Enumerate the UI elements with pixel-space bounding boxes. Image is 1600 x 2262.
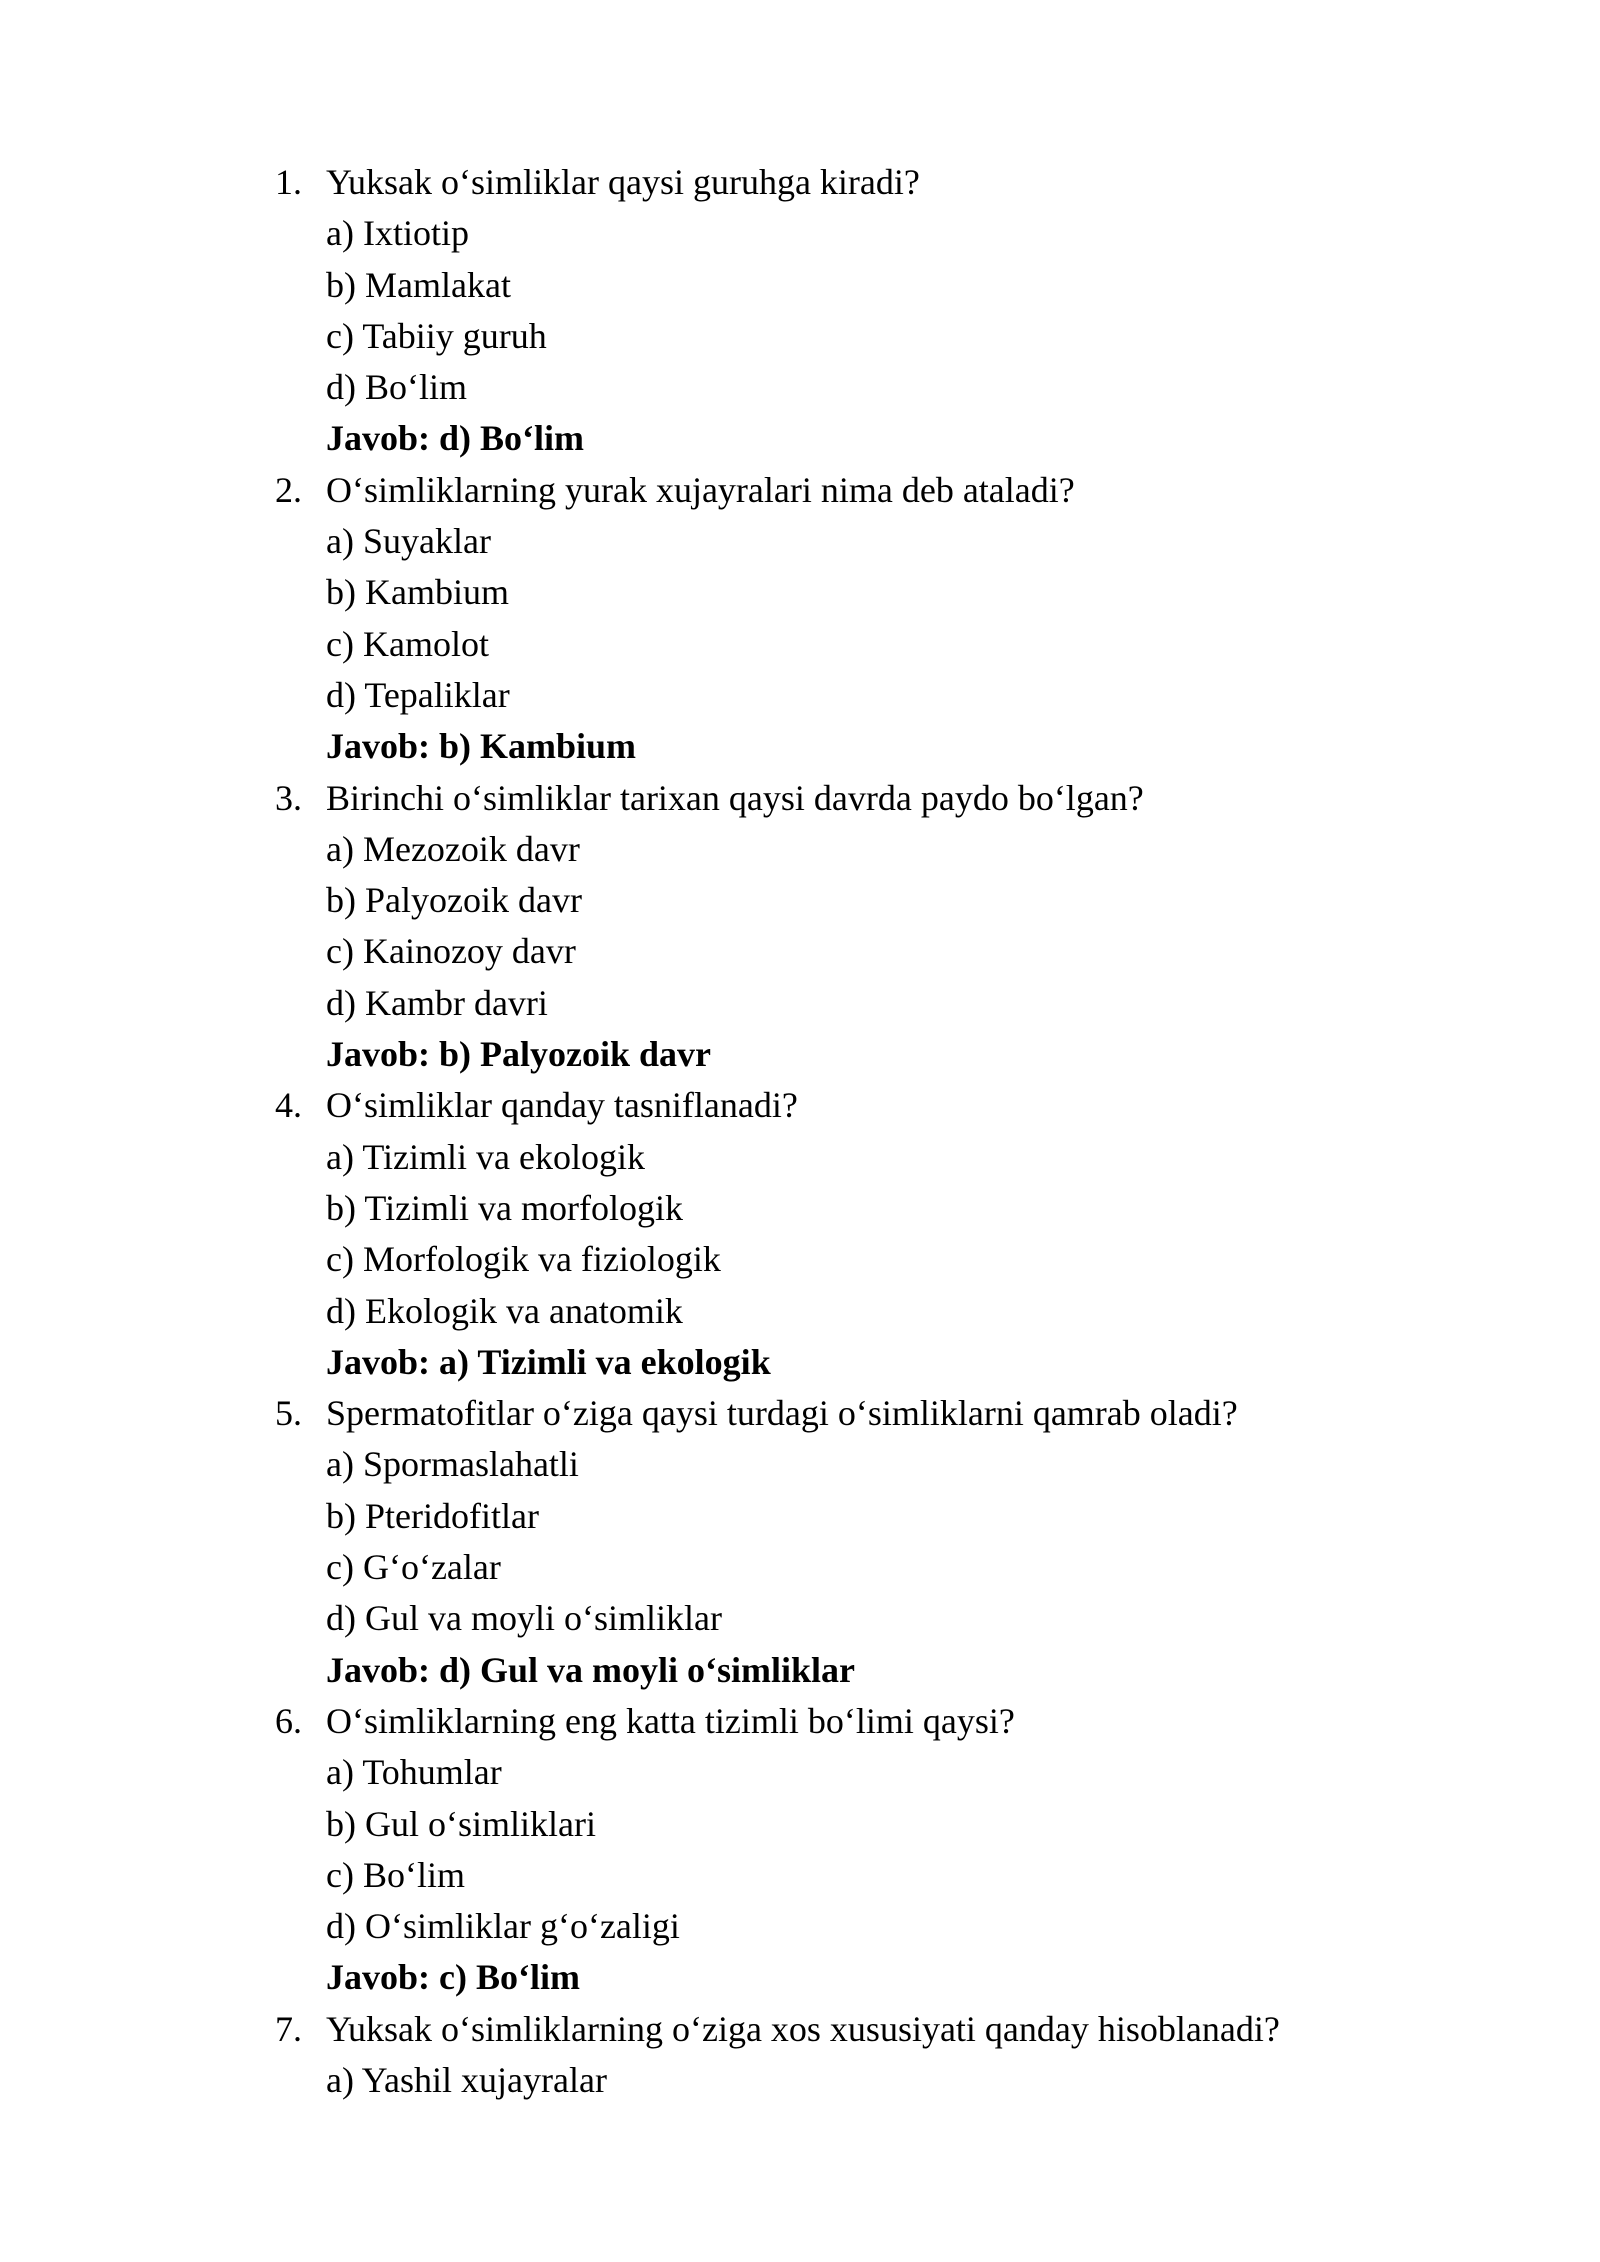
question-item: [275, 1696, 1375, 2004]
option-b: b) Pteridofitlar: [326, 1495, 539, 1536]
option-b: b) Gul o‘simliklari: [326, 1803, 596, 1844]
answer-line: Javob: b) Palyozoik davr: [326, 1034, 712, 1075]
question-number: 4.: [275, 1085, 302, 1126]
question-number: 1.: [275, 162, 302, 202]
question-number: 5.: [275, 1393, 302, 1434]
question-line: [275, 465, 1375, 516]
option-a: a) Spormaslahatli: [326, 1444, 579, 1485]
question-line: [275, 1696, 1375, 1747]
question-text: O‘simliklarning eng katta tizimli bo‘limi qaysi?: [326, 1700, 1015, 1741]
option-d: d) Gul va moyli o‘simliklar: [326, 1598, 722, 1639]
question-item: [275, 157, 1375, 465]
answer-line: Javob: c) Bo‘lim: [326, 1957, 580, 1998]
answer-line: Javob: d) Bo‘lim: [326, 418, 585, 459]
option-d: d) Ekologik va anatomik: [326, 1290, 683, 1331]
question-item: [275, 1080, 1375, 1388]
question-line: [275, 1080, 1375, 1131]
question-text: O‘simliklar qanday tasniflanadi?: [326, 1085, 798, 1126]
question-text: Yuksak o‘simliklar qaysi guruhga kiradi?: [326, 162, 920, 202]
question-item: [275, 1388, 1375, 1696]
option-b: b) Mamlakat: [326, 264, 511, 305]
question-number: 2.: [275, 469, 302, 510]
question-item: [275, 773, 1375, 1081]
option-a: a) Ixtiotip: [326, 213, 469, 254]
option-a: a) Tizimli va ekologik: [326, 1136, 645, 1177]
question-text: Spermatofitlar o‘ziga qaysi turdagi o‘simliklarni qamrab oladi?: [326, 1393, 1238, 1434]
option-a: a) Yashil xujayralar: [326, 2059, 607, 2100]
option-d: d) O‘simliklar g‘o‘zaligi: [326, 1906, 680, 1947]
question-number: 6.: [275, 1700, 302, 1741]
option-c: c) Tabiiy guruh: [326, 315, 547, 356]
quiz-list: [275, 157, 1375, 2106]
answer-line: Javob: d) Gul va moyli o‘simliklar: [326, 1649, 856, 1690]
answer-line: Javob: a) Tizimli va ekologik: [326, 1341, 771, 1382]
option-b: b) Tizimli va morfologik: [326, 1187, 684, 1228]
question-line: [275, 773, 1375, 824]
option-d: d) Kambr davri: [326, 982, 548, 1023]
option-b: b) Palyozoik davr: [326, 880, 582, 921]
question-item: [275, 2004, 1375, 2107]
option-d: d) Tepaliklar: [326, 674, 510, 715]
option-a: a) Mezozoik davr: [326, 828, 580, 869]
answer-line: Javob: b) Kambium: [326, 726, 637, 767]
option-a: a) Suyaklar: [326, 521, 491, 562]
question-text: O‘simliklarning yurak xujayralari nima deb ataladi?: [326, 469, 1075, 510]
option-c: c) Bo‘lim: [326, 1854, 465, 1895]
question-number: 7.: [275, 2008, 302, 2049]
question-line: [275, 1388, 1375, 1439]
question-text: Yuksak o‘simliklarning o‘ziga xos xususiyati qanday hisoblanadi?: [326, 2008, 1280, 2049]
question-line: [275, 157, 1375, 208]
option-c: c) Kamolot: [326, 623, 489, 664]
question-number: 3.: [275, 777, 302, 818]
option-d: d) Bo‘lim: [326, 367, 467, 408]
option-b: b) Kambium: [326, 572, 509, 613]
question-text: Birinchi o‘simliklar tarixan qaysi davrda paydo bo‘lgan?: [326, 777, 1144, 818]
option-c: c) G‘o‘zalar: [326, 1547, 501, 1588]
option-a: a) Tohumlar: [326, 1752, 502, 1793]
option-c: c) Kainozoy davr: [326, 931, 576, 972]
question-item: [275, 465, 1375, 773]
option-c: c) Morfologik va fiziologik: [326, 1239, 721, 1280]
question-line: [275, 2004, 1375, 2055]
